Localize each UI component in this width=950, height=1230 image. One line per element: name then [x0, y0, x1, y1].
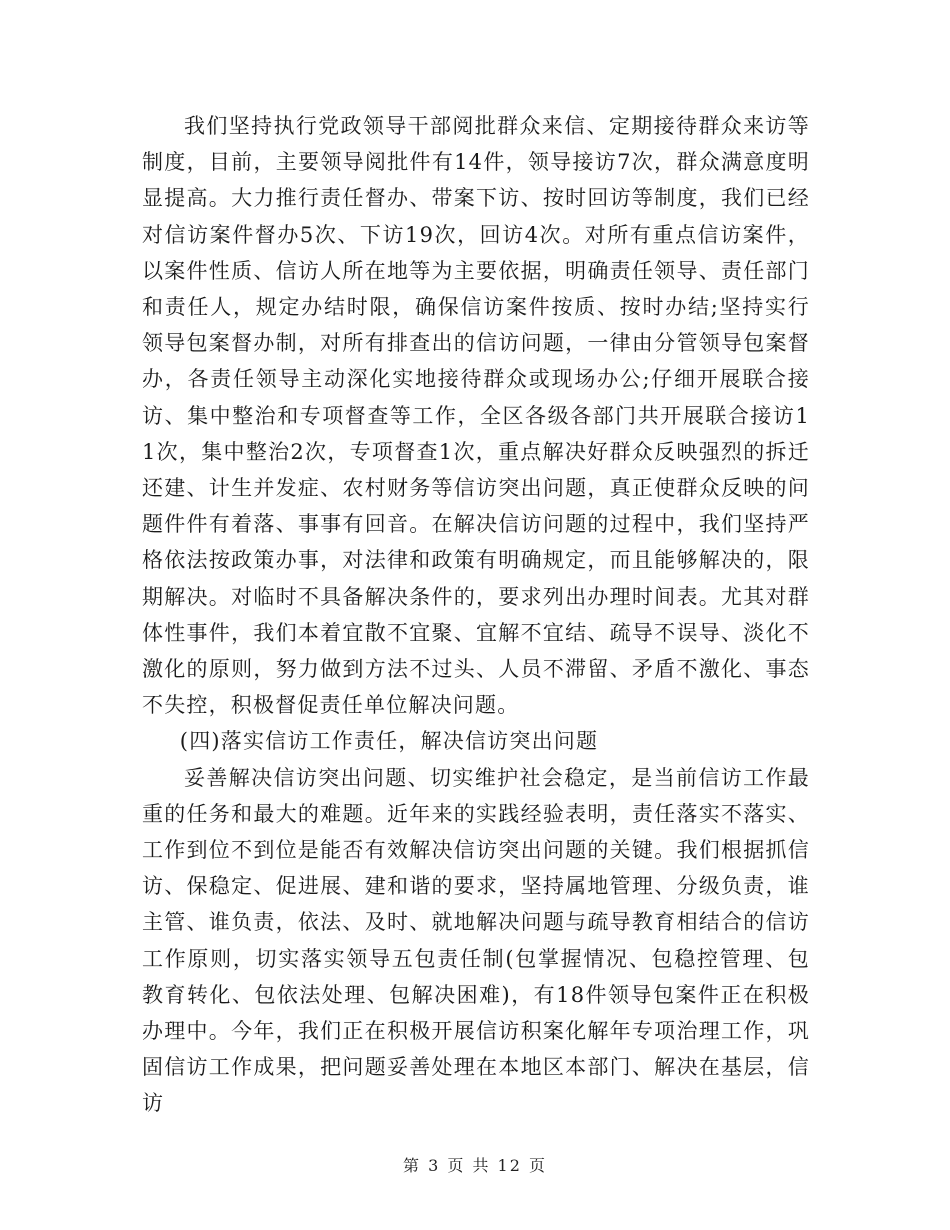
- paragraph-responsibility: 妥善解决信访突出问题、切实维护社会稳定，是当前信访工作最重的任务和最大的难题。近年来的实践经验表明，责任落实不落实、工作到位不到位是能否有效解决信访突出问题的关键。我们根据抓信访、保稳定、促进展、建和谐的要求，坚持属地管理、分级负责，谁主管、谁负责，依法、及时、就地解决问题与疏导教育相结合的信访工作原则，切实落实领导五包责任制(包掌握情况、包稳控管理、包教育转化、包依法处理、包解决困难)，有18件领导包案件正在积极办理中。今年，我们正在积极开展信访积案化解年专项治理工作，巩固信访工作成果，把问题妥善处理在本地区本部门、解决在基层，信访: [142, 765, 810, 1116]
- page-number-footer: 第 3 页 共 12 页: [403, 1156, 547, 1175]
- document-body: [142, 108, 810, 1122]
- section-heading: (四)落实信访工作责任，解决信访突出问题: [179, 729, 599, 754]
- paragraph-petition-measures: 我们坚持执行党政领导干部阅批群众来信、定期接待群众来访等制度，目前，主要领导阅批件有14件，领导接访7次，群众满意度明显提高。大力推行责任督办、带案下访、按时回访等制度，我们已经对信访案件督办5次、下访19次，回访4次。对所有重点信访案件，以案件性质、信访人所在地等为主要依据，明确责任领导、责任部门和责任人，规定办结时限，确保信访案件按质、按时办结;坚持实行领导包案督办制，对所有排查出的信访问题，一律由分管领导包案督办，各责任领导主动深化实地接待群众或现场办公;仔细开展联合接访、集中整治和专项督查等工作，全区各级各部门共开展联合接访11次，集中整治2次，专项督查1次，重点解决好群众反映强烈的拆迁还建、计生并发症、农村财务等信访突出问题，真正使群众反映的问题件件有着落、事事有回音。在解决信访问题的过程中，我们坚持严格依法按政策办事，对法律和政策有明确规定，而且能够解决的，限期解决。对临时不具备解决条件的，要求列出办理时间表。尤其对群体性事件，我们本着宜散不宜聚、宜解不宜结、疏导不误导、淡化不激化的原则，努力做到方法不过头、人员不滞留、矛盾不激化、事态不失控，积极督促责任单位解决问题。: [142, 114, 810, 718]
